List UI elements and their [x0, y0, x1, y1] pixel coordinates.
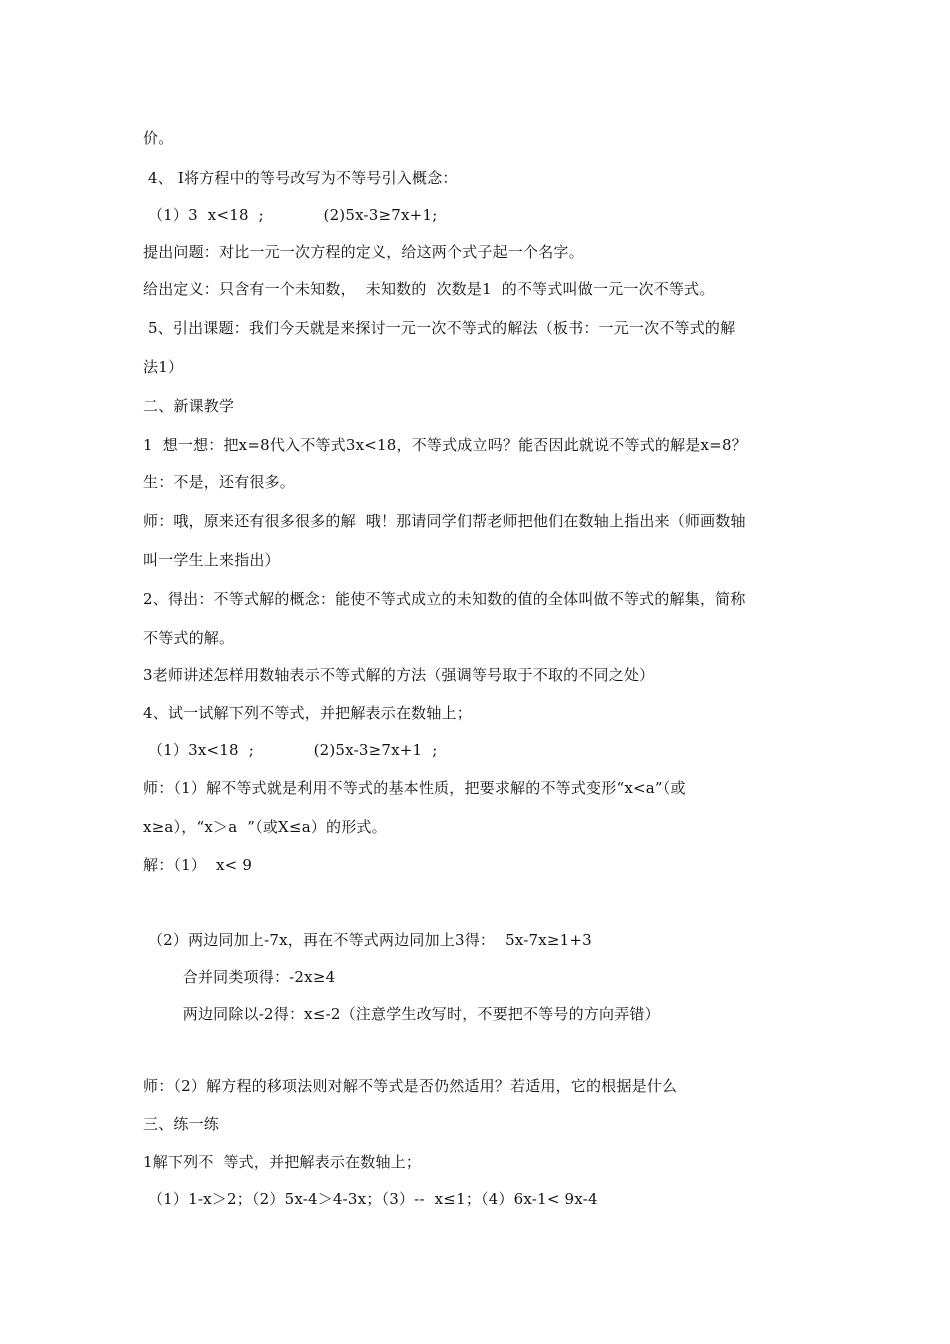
text-line-23: 两边同除以-2得：x≤-2（注意学生改写时，不要把不等号的方向弄错） [143, 1005, 660, 1023]
text-line-27: （1）1-x＞2；（2）5x-4＞4-3x；（3）-- x≤1；（4）6x-1< 9x-4 [143, 1190, 598, 1208]
text-line-14: 不等式的解。 [143, 629, 235, 647]
text-line-26: 1解下列不 等式，并把解表示在数轴上； [143, 1153, 422, 1171]
text-line-20: 解：（1） x< 9 [143, 856, 253, 874]
text-line-10: 生：不是，还有很多。 [143, 473, 296, 491]
text-line-6: 5、引出课题：我们今天就是来探讨一元一次不等式的解法（板书：一元一次不等式的解 [143, 319, 736, 337]
text-line-1: 价。 [143, 129, 174, 147]
text-line-19: x≥a），“x＞a ”（或X≤a）的形式。 [143, 818, 387, 836]
text-line-16: 4、试一试解下列不等式，并把解表示在数轴上； [143, 704, 472, 722]
text-line-15: 3老师讲述怎样用数轴表示不等式解的方法（强调等号取于不取的不同之处） [143, 666, 655, 684]
text-line-11: 师：哦，原来还有很多很多的解 哦！那请同学们帮老师把他们在数轴上指出来（师画数轴 [143, 512, 746, 530]
text-line-5: 给出定义：只含有一个未知数， 未知数的 次数是1 的不等式叫做一元一次不等式。 [143, 280, 715, 298]
text-line-2: 4、 I将方程中的等号改写为不等号引入概念： [143, 169, 458, 187]
text-line-12: 叫一学生上来指出） [143, 551, 280, 569]
text-line-18: 师：（1）解不等式就是利用不等式的基本性质，把要求解的不等式变形“x<a”（或 [143, 779, 686, 797]
text-line-3: （1）3 x<18 ; (2)5x-3≥7x+1; [143, 206, 438, 224]
text-line-13: 2、得出：不等式解的概念：能使不等式成立的未知数的值的全体叫做不等式的解集，简称 [143, 590, 746, 608]
text-line-17: （1）3x<18 ; (2)5x-3≥7x+1 ; [143, 741, 438, 759]
section-heading-new-lesson: 二、新课教学 [143, 397, 235, 415]
text-line-7: 法1） [143, 358, 184, 376]
text-line-9: 1 想一想：把x=8代入不等式3x<18，不等式成立吗？能否因此就说不等式的解是x=8？ [143, 436, 747, 454]
text-line-24: 师：（2）解方程的移项法则对解不等式是否仍然适用？若适用，它的根据是什么 [143, 1077, 678, 1095]
section-heading-practice: 三、练一练 [143, 1115, 220, 1133]
text-line-21: （2）两边同加上-7x，再在不等式两边同加上3得： 5x-7x≥1+3 [143, 931, 592, 949]
text-line-22: 合并同类项得：-2x≥4 [143, 968, 336, 986]
text-line-4: 提出问题：对比一元一次方程的定义，给这两个式子起一个名字。 [143, 243, 584, 261]
